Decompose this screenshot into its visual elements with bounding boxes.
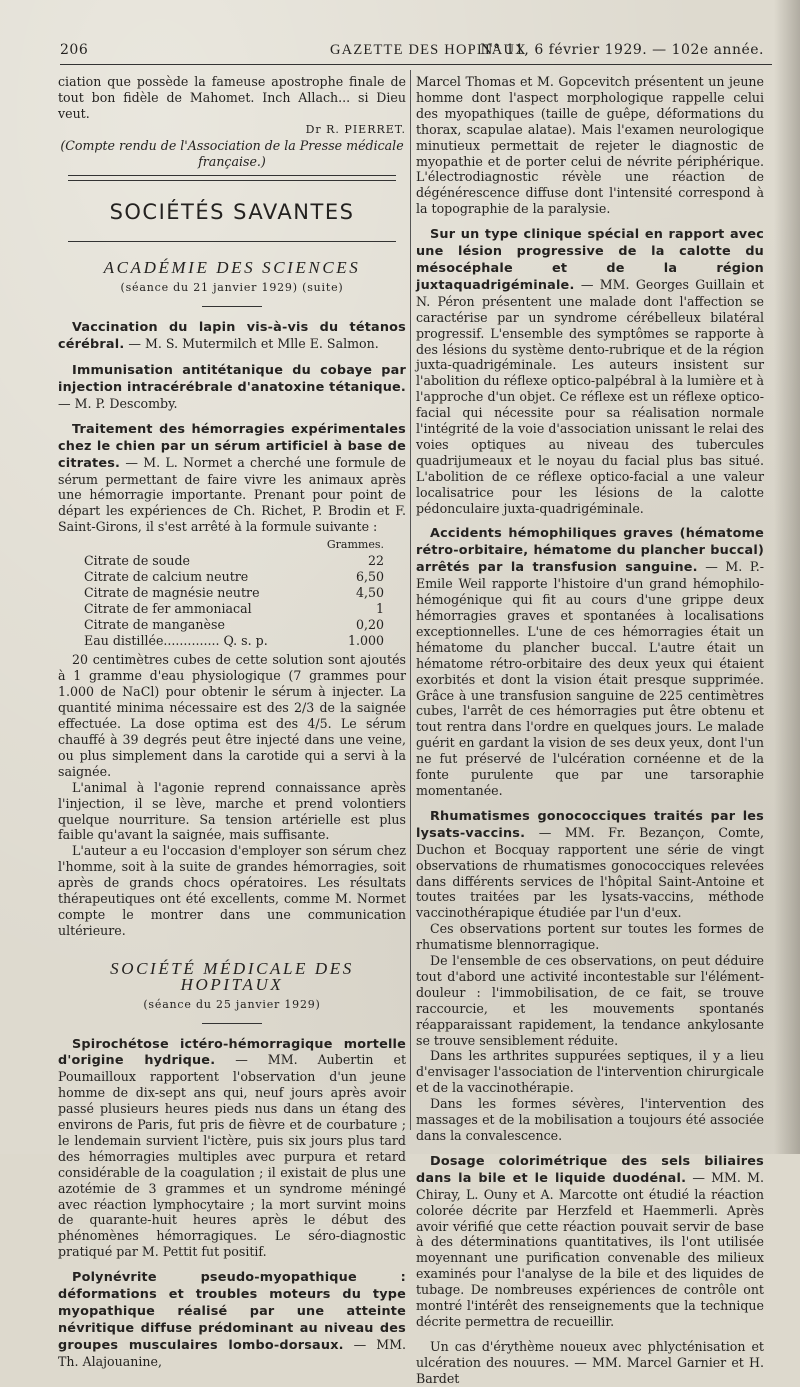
formula-value: 4,50 (355, 584, 384, 600)
continuation-text: ciation que possède la fameuse apostrophe finale de tout bon fidèle de Mahomet. Inch Allach... si Dieu veut. (58, 74, 406, 121)
article-immunisation (58, 362, 406, 412)
article-dosage-title: Dosage colorimétrique des sels biliaires dans la bile et le liquide duodénal. (416, 1153, 764, 1186)
article-calotte-title: Sur un type clinique spécial en rapport avec une lésion progressive de la calotte du mésocéphale et de la région juxtaquadrigéminale. (416, 227, 764, 293)
formula-name: Citrate de magnésie neutre (84, 584, 260, 600)
article-spirochetose (58, 1036, 406, 1261)
paragraph: L'animal à l'agonie reprend connaissance après l'injection, il se lève, marche et prend volontiers quelque nourriture. Sa tension artérielle est plus faible qu'avant la saignée, mais suffisante. (58, 779, 406, 843)
article-calotte (416, 226, 764, 516)
article-hemophiliques (416, 525, 764, 798)
journal-title: GAZETTE DES HOPITAUX (330, 42, 527, 58)
article-rhumatismes-title: Rhumatismes gonococciques traités par les lysats-vaccins. (416, 808, 764, 841)
page-edge-shadow (774, 0, 800, 1154)
academy-rule (202, 306, 262, 307)
right-column (416, 74, 764, 1387)
formula-name: Citrate de calcium neutre (84, 568, 249, 584)
formula-row (84, 585, 384, 601)
paragraph: Dans les arthrites suppurées septiques, il y a lieu d'envisager l'association de l'intervention chirurgicale et de la vaccinothérapie. (416, 1048, 764, 1096)
article-dosage (416, 1153, 764, 1330)
signature: Dr R. PIERRET. (305, 122, 406, 136)
article-vaccination-authors: — M. S. Mutermilch et Mlle E. Salmon. (124, 336, 379, 352)
source-note: (Compte rendu de l'Association de la Presse médicale française.) (60, 137, 404, 169)
formula-value: 22 (367, 553, 384, 569)
article-hemophiliques-body: — M. P.-Emile Weil rapporte l'histoire d'un grand hémophilo-hémogénique qui fit au cours d'une grippe deux hémorragies graves et spontanées à localisations exceptionnelles. L'une de ces hémorragies était un hématome du plancher buccal. L'autre était un hématome rétro-orbitaire des deux yeux qui étaient exorbités et dont la vision était presque supprimée. Grâce à une transfusion sanguine de 225 centimètres cubes, l'arrêt de ces hémorragies put être obtenu et tout rentra dans l'ordre en quelques jours. Le malade guérit en gardant la vision de ses deux yeux, dont l'un ne fut préservé de l'ulcération cornéenne et de la fonte purulente que par une tarsoraphie momentanée. (416, 559, 764, 798)
article-immunisation-authors: — M. P. Descomby. (58, 395, 178, 411)
paragraph: L'auteur a eu l'occasion d'employer son sérum chez l'homme, soit à la suite de grandes hémorragies, soit après de grands chocs opératoires. Les résultats thérapeutiques ont été excellents, comme M. Normet compte le montrer dans une communication ultérieure. (58, 843, 406, 938)
article-vaccination (58, 319, 406, 353)
formula-name: Citrate de fer ammoniacal (84, 600, 252, 616)
article-vaccination-title: Vaccination du lapin vis-à-vis du tétanos cérébral. (58, 320, 406, 353)
issue-info: N° 11, 6 février 1929. — 102e année. (480, 42, 764, 58)
formula-row (84, 633, 384, 649)
society-heading: SOCIÉTÉ MÉDICALE DES HOPITAUX (110, 958, 354, 994)
formula-value: 6,50 (355, 568, 384, 584)
paragraph: Dans les formes sévères, l'intervention des massages et de la mobilisation a toujours été associée dans la convalescence. (416, 1096, 764, 1143)
article-erytheme: Un cas d'érythème noueux avec phlycténisation et ulcération des nouures. — MM. Marcel Garnier et H. Bardet (416, 1338, 764, 1386)
society-seance: (séance du 25 janvier 1929) (143, 997, 321, 1011)
left-column (58, 74, 406, 1370)
formula-row (84, 569, 384, 585)
article-spirochetose-body: — MM. Aubertin et Poumailloux rapportent l'observation d'un jeune homme de dix-sept ans qui, neuf jours après avoir passé plusieurs heures pieds nus dans un étang des environs de Paris, fut pris de fièvre et de courbature ; le lendemain survient l'ictère, puis six jours plus tard des hémorragies multiples avec purpura et retard considérable de la coagulation ; il existait de plus une azotémie de 3 grammes et un syndrome méningé avec réaction lymphocytaire ; la mort survint moins de quarante-huit heures après le début des phénomènes hémorragiques. Le séro-diagnostic pratiqué par M. Pettit fut positif. (58, 1052, 407, 1260)
section-title: SOCIÉTÉS SAVANTES (109, 200, 355, 225)
running-header (60, 36, 772, 64)
article-dosage-body: — MM. M. Chiray, L. Ouny et A. Marcotte ont étudié la réaction colorée décrite par Herzfeld et Haemmerli. Après avoir vérifié que cette réaction pouvait servir de base à des déterminations quantitatives, ils l'ont utilisée moyennant une purification convenable des milieux examinés pour l'analyse de la bile et des liquides de tubage. De nombreuses expériences de contrôle ont montré l'intérêt des renseignements que la technique décrite permettra de recueillir. (416, 1169, 764, 1329)
article-hemorragies-body: — M. L. Normet a cherché une formule de sérum permettant de faire vivre les animaux après une hémorragie importante. Prenant pour point de départ les expériences de Ch. Richet, P. Brodin et F. Saint-Girons, il s'est arrêté à la formule suivante : (58, 454, 406, 535)
formula-unit: Grammes. (326, 538, 384, 552)
formula-name: Citrate de soude (84, 553, 190, 569)
article-rhumatismes-body: — MM. Fr. Bezançon, Comte, Duchon et Bocquay rapportent une série de vingt observations de rhumatismes gonococciques relevées dans différents services de l'hôpital Saint-Antoine et toutes traitées par les lysats-vaccins, méthode vaccinothérapique étudiée par l'un d'eux. (416, 824, 764, 921)
paragraph: De l'ensemble de ces observations, on peut déduire tout d'abord une activité incontestable sur l'élément-douleur : l'immobilisation, de ce fait, se trouve raccourcie, et les mouvements spontanés réapparaissant rapidement, la tendance ankylosante se trouve sensiblement réduite. (416, 953, 764, 1048)
academy-heading: ACADÉMIE DES SCIENCES (103, 258, 361, 278)
formula-table (84, 537, 384, 648)
academy-seance: (séance du 21 janvier 1929) (suite) (120, 281, 344, 295)
formula-value: 1 (375, 600, 384, 616)
article-hemophiliques-title: Accidents hémophiliques graves (hématome rétro-orbitaire, hématome du plancher buccal) arrêtés par la transfusion sanguine. (416, 526, 764, 576)
section-rule-bottom (68, 241, 396, 242)
section-rule-top (68, 175, 396, 181)
column-divider (410, 70, 411, 1130)
article-immunisation-title: Immunisation antitétanique du cobaye par injection intracérébrale d'anatoxine tétanique. (58, 363, 406, 395)
paragraph: Ces observations portent sur toutes les formes de rhumatisme blennorragique. (416, 921, 764, 953)
formula-value: 0,20 (355, 616, 384, 632)
formula-name: Eau distillée.............. Q. s. p. (84, 632, 268, 648)
formula-row (84, 601, 384, 617)
society-rule (202, 1023, 262, 1024)
article-spirochetose-title: Spirochétose ictéro-hémorragique mortelle d'origine hydrique. (58, 1036, 406, 1069)
article-rhumatismes (416, 808, 764, 921)
header-rule (60, 64, 772, 65)
article-hemorragies-title: Traitement des hémorragies expérimentales chez le chien par un sérum artificiel à base de citrates. (58, 421, 406, 471)
paragraph: Marcel Thomas et M. Gopcevitch présentent un jeune homme dont l'aspect morphologique rappelle celui des myopathiques (taille de guêpe, déformations du thorax, scapulae alatae). Mais l'examen neurologique minutieux permettait de rejeter le diagnostic de myopathie et de porter celui de névrite périphérique. L'électrodiagnostic révèle une réaction de dégénérescence diffuse dont l'intensité correspond à la topographie de la paralysie. (416, 74, 764, 217)
page-number: 206 (60, 42, 89, 58)
paragraph: 20 centimètres cubes de cette solution sont ajoutés à 1 gramme d'eau physiologique (7 grammes pour 1.000 de NaCl) pour obtenir le sérum à injecter. La quantité minima nécessaire est des 2/3 de la saignée effectuée. La dose optima est des 4/5. Le sérum chauffé à 39 degrés peut être injecté dans une veine, ou plus simplement dans la carotide qui a servi à la saignée. (58, 652, 406, 779)
article-hemorragies (58, 421, 406, 535)
article-polynevrite-title: Polynévrite pseudo-myopathique : déformations et troubles moteurs du type myopathique réalisé par une atteinte névritique diffuse prédominant au niveau des groupes musculaires lombo-dorsaux. (58, 1270, 406, 1353)
article-polynevrite (58, 1269, 406, 1369)
article-calotte-body: — MM. Georges Guillain et N. Péron présentent une malade dont l'affection se caractérise par un syndrome cérébelleux bilatéral progressif. L'ensemble des symptômes se rapporte à des lésions du système dento-rubrique et de la région juxta-quadrigéminale. Les auteurs insistent sur l'abolition du réflexe optico-palpébral à la lumière et à l'approche d'un objet. Ce réflexe est un réflexe optico-facial qui nécessite pour sa réalisation normale l'intégrité de la voie d'association unissant le relai des voies optiques au niveau des tubercules quadrijumeaux et le noyau du facial plus bas situé. L'abolition de ce réflexe optico-facial a une valeur localisatrice pour les lésions de la calotte pédonculaire juxta-quadrigéminale. (416, 276, 765, 516)
formula-value: 1.000 (347, 632, 384, 648)
article-polynevrite-body: — MM. Th. Alajouanine, (58, 1336, 406, 1369)
formula-row (84, 617, 384, 633)
formula-row (84, 553, 384, 569)
formula-name: Citrate de manganèse (84, 616, 225, 632)
